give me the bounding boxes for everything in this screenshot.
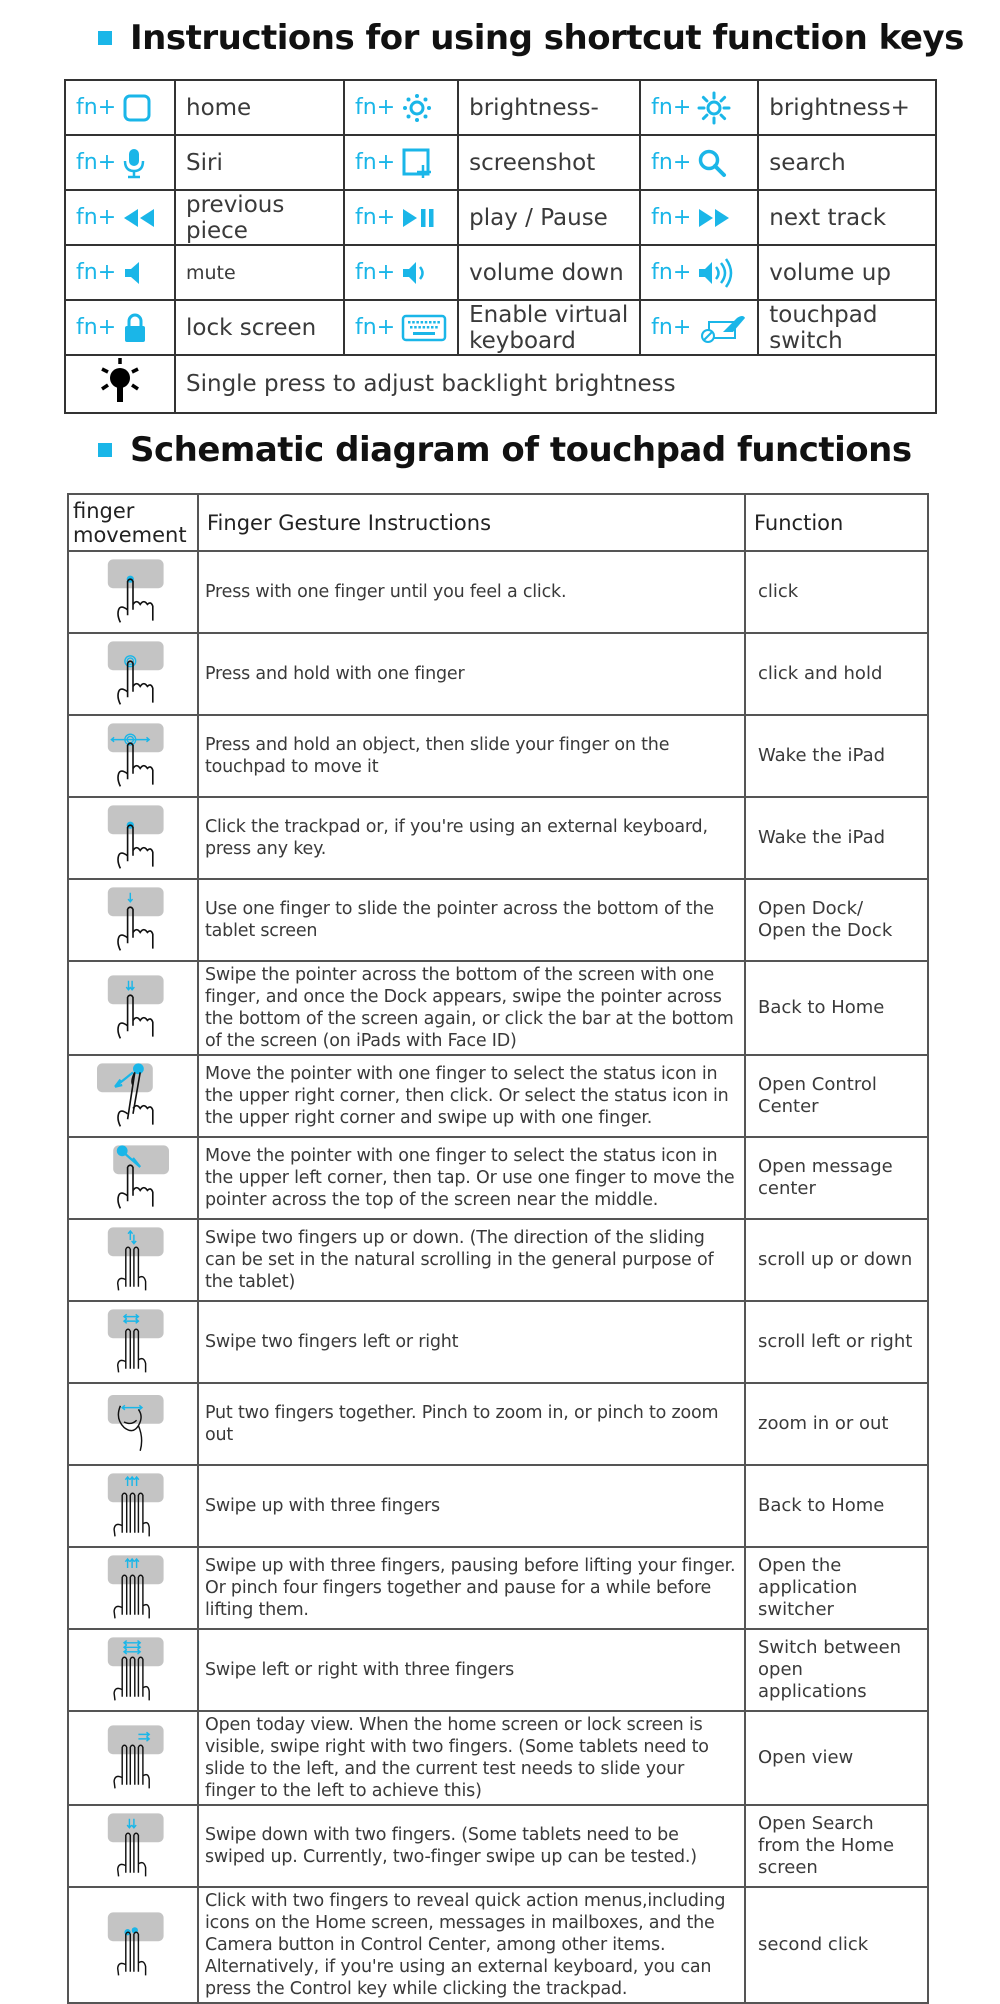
microphone-icon	[116, 150, 146, 175]
shortcut-key-cell	[344, 300, 458, 355]
shortcut-row	[65, 190, 936, 245]
gesture-instruction: Swipe up with three fingers, pausing before lifting your finger. Or pinch four fingers together and pause for a while before lifting them.	[198, 1547, 745, 1629]
home-square-icon	[116, 95, 152, 120]
shortcut-row	[65, 80, 936, 135]
section-title-shortcut-keys	[98, 18, 964, 58]
gesture-row	[68, 797, 928, 879]
fn-key-label: fn+	[651, 94, 692, 120]
shortcut-key-cell	[65, 80, 175, 135]
fn-key-label: fn+	[76, 204, 117, 230]
gesture-function: Open Search from the Home screen	[745, 1805, 928, 1887]
shortcut-function-label: volume up	[758, 245, 936, 300]
gesture-row	[68, 1805, 928, 1887]
shortcut-function-label: Enable virtual keyboard	[458, 300, 640, 355]
brightness-up-icon	[691, 95, 731, 120]
three-finger-up-gesture-icon	[68, 1465, 198, 1547]
gesture-function: Wake the iPad	[745, 797, 928, 879]
shortcut-function-label: touchpad switch	[758, 300, 936, 355]
gesture-function: Open view	[745, 1711, 928, 1805]
shortcut-function-label: brightness-	[458, 80, 640, 135]
three-finger-up-gesture-icon	[68, 1547, 198, 1629]
brightness-down-icon	[395, 95, 433, 120]
gesture-row	[68, 1629, 928, 1711]
fn-key-label: fn+	[355, 314, 396, 340]
backlight-description: Single press to adjust backlight brightness	[175, 355, 936, 413]
shortcut-function-label: previous piece	[175, 190, 344, 245]
shortcut-function-label: lock screen	[175, 300, 344, 355]
fn-key-label: fn+	[76, 149, 117, 175]
one-finger-tap-gesture-icon	[68, 551, 198, 633]
shortcut-key-cell	[640, 190, 758, 245]
gesture-row	[68, 1383, 928, 1465]
shortcut-key-cell	[344, 80, 458, 135]
two-finger-click-gesture-icon	[68, 1887, 198, 2003]
gesture-row	[68, 1711, 928, 1805]
screenshot-icon	[395, 150, 433, 175]
gesture-function: scroll up or down	[745, 1219, 928, 1301]
gesture-instruction: Swipe two fingers up or down. (The direction of the sliding can be set in the natural scrolling in the general purpose of the tablet)	[198, 1219, 745, 1301]
gesture-function: click and hold	[745, 633, 928, 715]
section-title-text: Instructions for using shortcut function keys	[130, 18, 964, 58]
gesture-instruction: Press and hold an object, then slide your finger on the touchpad to move it	[198, 715, 745, 797]
gesture-row	[68, 551, 928, 633]
volume-up-icon	[691, 260, 737, 285]
fn-key-label: fn+	[355, 149, 396, 175]
search-icon	[691, 150, 727, 175]
gesture-instruction: Press with one finger until you feel a click.	[198, 551, 745, 633]
two-finger-vertical-gesture-icon	[68, 1219, 198, 1301]
gesture-function: Switch between open applications	[745, 1629, 928, 1711]
fn-key-label: fn+	[76, 259, 117, 285]
fn-key-label: fn+	[76, 314, 117, 340]
shortcut-keys-table	[64, 79, 937, 414]
gesture-instruction: Swipe down with two fingers. (Some tablets need to be swiped up. Currently, two-finger swipe up can be tested.)	[198, 1805, 745, 1887]
gesture-row	[68, 715, 928, 797]
fn-key-label: fn+	[355, 204, 396, 230]
gesture-instruction: Move the pointer with one finger to select the status icon in the upper right corner, then click. Or select the status icon in the upper right corner and swipe up with one finger.	[198, 1055, 745, 1137]
gesture-function: zoom in or out	[745, 1383, 928, 1465]
fn-key-label: fn+	[355, 94, 396, 120]
section-title-text: Schematic diagram of touchpad functions	[130, 430, 912, 470]
section-title-touchpad	[98, 430, 912, 470]
shortcut-key-cell	[65, 300, 175, 355]
two-finger-right-gesture-icon	[68, 1711, 198, 1805]
shortcut-key-cell	[640, 80, 758, 135]
gesture-row	[68, 1465, 928, 1547]
shortcut-function-label: home	[175, 80, 344, 135]
shortcut-key-cell	[344, 245, 458, 300]
one-finger-top-left-gesture-icon	[68, 1137, 198, 1219]
one-finger-down-gesture-icon	[68, 879, 198, 961]
backlight-row	[65, 355, 936, 413]
rewind-icon	[116, 205, 156, 230]
backlight-bulb-icon	[65, 355, 175, 413]
play-pause-icon	[395, 205, 437, 230]
fn-key-label: fn+	[76, 94, 117, 120]
gesture-row	[68, 1547, 928, 1629]
shortcut-function-label: screenshot	[458, 135, 640, 190]
gesture-instruction: Open today view. When the home screen or lock screen is visible, swipe right with two fingers. (Some tablets need to slide to the left, and the current test needs to slide your finger to the left to achieve this)	[198, 1711, 745, 1805]
shortcut-key-cell	[65, 135, 175, 190]
shortcut-key-cell	[640, 135, 758, 190]
one-finger-drag-gesture-icon	[68, 715, 198, 797]
gesture-instruction: Swipe two fingers left or right	[198, 1301, 745, 1383]
shortcut-key-cell	[65, 245, 175, 300]
gesture-instruction: Click the trackpad or, if you're using an external keyboard, press any key.	[198, 797, 745, 879]
shortcut-function-label: volume down	[458, 245, 640, 300]
gesture-function: Open Dock/ Open the Dock	[745, 879, 928, 961]
shortcut-row	[65, 300, 936, 355]
gesture-function: Back to Home	[745, 1465, 928, 1547]
shortcut-key-cell	[640, 245, 758, 300]
gesture-row	[68, 1055, 928, 1137]
touchpad-gestures-table	[67, 493, 929, 2004]
volume-down-icon	[395, 260, 429, 285]
gesture-function: Open message center	[745, 1137, 928, 1219]
gesture-function: Back to Home	[745, 961, 928, 1055]
pinch-gesture-icon	[68, 1383, 198, 1465]
gesture-function: second click	[745, 1887, 928, 2003]
touchpad-switch-icon	[691, 315, 747, 340]
gesture-function: scroll left or right	[745, 1301, 928, 1383]
header-finger-movement: finger movement	[68, 494, 198, 551]
gesture-instruction: Put two fingers together. Pinch to zoom in, or pinch to zoom out	[198, 1383, 745, 1465]
shortcut-function-label: next track	[758, 190, 936, 245]
shortcut-function-label: mute	[175, 245, 344, 300]
header-gesture-instructions: Finger Gesture Instructions	[198, 494, 745, 551]
gesture-instruction: Swipe up with three fingers	[198, 1465, 745, 1547]
gesture-instruction: Press and hold with one finger	[198, 633, 745, 715]
title-bullet	[98, 31, 112, 45]
shortcut-function-label: search	[758, 135, 936, 190]
gesture-function: Wake the iPad	[745, 715, 928, 797]
gesture-row	[68, 961, 928, 1055]
two-finger-horizontal-gesture-icon	[68, 1301, 198, 1383]
fast-forward-icon	[691, 205, 731, 230]
gesture-row	[68, 1219, 928, 1301]
fn-key-label: fn+	[651, 314, 692, 340]
fn-key-label: fn+	[651, 259, 692, 285]
gesture-instruction: Swipe the pointer across the bottom of the screen with one finger, and once the Dock appears, swipe the pointer across the bottom of the screen again, or click the bar at the bottom of the screen (on iPads with Face ID)	[198, 961, 745, 1055]
two-finger-down-gesture-icon	[68, 1805, 198, 1887]
fn-key-label: fn+	[651, 149, 692, 175]
one-finger-tap-gesture-icon	[68, 797, 198, 879]
title-bullet	[98, 443, 112, 457]
shortcut-key-cell	[344, 190, 458, 245]
gesture-instruction: Move the pointer with one finger to select the status icon in the upper left corner, then tap. Or use one finger to move the pointer across the top of the screen near the middle.	[198, 1137, 745, 1219]
shortcut-key-cell	[65, 190, 175, 245]
keyboard-icon	[395, 315, 447, 340]
gesture-row	[68, 1887, 928, 2003]
gesture-function: Open Control Center	[745, 1055, 928, 1137]
gesture-instruction: Use one finger to slide the pointer across the bottom of the tablet screen	[198, 879, 745, 961]
gesture-instruction: Swipe left or right with three fingers	[198, 1629, 745, 1711]
one-finger-top-right-gesture-icon	[68, 1055, 198, 1137]
shortcut-row	[65, 245, 936, 300]
gesture-function: Open the application switcher	[745, 1547, 928, 1629]
gesture-row	[68, 879, 928, 961]
gesture-row	[68, 633, 928, 715]
gesture-row	[68, 1137, 928, 1219]
shortcut-function-label: play / Pause	[458, 190, 640, 245]
shortcut-key-cell	[344, 135, 458, 190]
table-header-row	[68, 494, 928, 551]
three-finger-horizontal-gesture-icon	[68, 1629, 198, 1711]
shortcut-function-label: brightness+	[758, 80, 936, 135]
one-finger-hold-gesture-icon	[68, 633, 198, 715]
one-finger-double-down-gesture-icon	[68, 961, 198, 1055]
fn-key-label: fn+	[651, 204, 692, 230]
shortcut-function-label: Siri	[175, 135, 344, 190]
gesture-function: click	[745, 551, 928, 633]
mute-icon	[116, 260, 144, 285]
lock-icon	[116, 315, 148, 340]
fn-key-label: fn+	[355, 259, 396, 285]
shortcut-row	[65, 135, 936, 190]
gesture-row	[68, 1301, 928, 1383]
shortcut-key-cell	[640, 300, 758, 355]
gesture-instruction: Click with two fingers to reveal quick action menus,including icons on the Home screen, messages in mailboxes, and the Camera button in Control Center, among other items. Alternatively, if you're using an external keyboard, you can press the Control key while clicking the trackpad.	[198, 1887, 745, 2003]
header-function: Function	[745, 494, 928, 551]
